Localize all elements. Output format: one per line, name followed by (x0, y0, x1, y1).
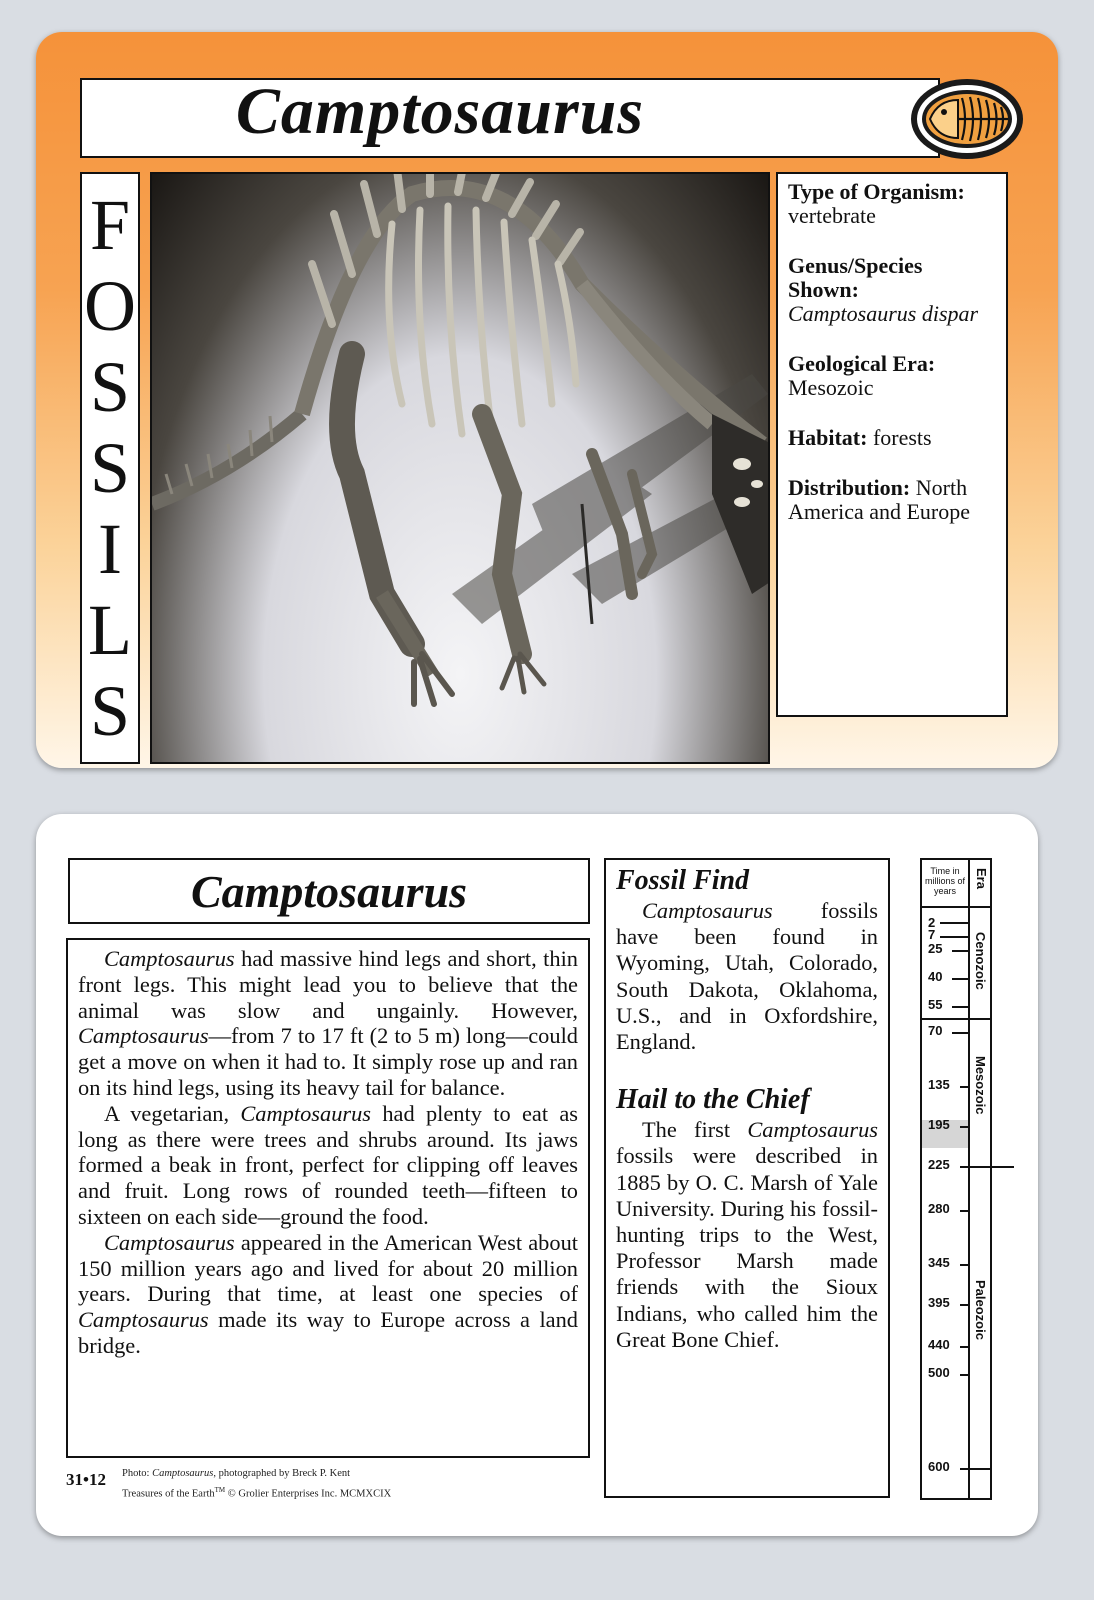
timeline-tick: 395 (928, 1295, 950, 1310)
era-value: Mesozoic (788, 375, 874, 400)
paragraph: Camptosaurus had massive hind legs and short, thin front legs. This might lead you to believe that the animal was slow and ungainly. However, Camptosaurus—from 7 to 17 ft (2 to 5 m) long—could get a move on when it had to. It simply rose up and ran on its hind legs, using its heavy tail for balance. (78, 946, 578, 1100)
genus-entry (788, 254, 996, 326)
timeline-tick: 225 (928, 1157, 950, 1172)
description-text (66, 938, 590, 1458)
card-front (36, 32, 1058, 768)
habitat-entry (788, 426, 996, 450)
category-letter: S (89, 671, 131, 752)
paragraph: A vegetarian, Camptosaurus had plenty to eat as long as there were trees and shrubs around. Its jaws formed a beak in front, perfect for clipping off leaves and fruit. Long rows of rounded teeth—fifteen to sixteen on each side—ground the food. (78, 1100, 578, 1229)
era-label-mesozoic: Mesozoic (973, 1056, 988, 1115)
chief-text: The first Camptosaurus fossils were described in 1885 by O. C. Marsh of Yale University. During his fossil-hunting trips to the West, Professor Marsh made friends with the Sioux Indians, who called him the Great Bone Chief. (616, 1117, 878, 1352)
chief-heading: Hail to the Chief (616, 1084, 810, 1116)
category-letter: L (88, 590, 132, 671)
timeline-tick: 70 (928, 1023, 943, 1038)
front-title: Camptosaurus (235, 75, 645, 148)
timeline-tick: 345 (928, 1255, 950, 1270)
timeline-time-header: Time in millions of years (922, 860, 968, 908)
back-title: Camptosaurus (190, 865, 468, 917)
timeline-tick: 135 (928, 1077, 950, 1092)
distribution-value: North America and Europe (788, 475, 971, 524)
timeline-tick: 600 (928, 1459, 950, 1474)
category-letter: O (84, 265, 136, 346)
trilobite-icon (908, 76, 1026, 162)
photo-credit: Photo: Camptosaurus, photographed by Breck P. Kent (122, 1468, 351, 1479)
organism-type-entry (788, 180, 996, 228)
era-entry (788, 352, 996, 400)
card-number: 31•12 (66, 1470, 106, 1489)
timeline-tick: 2 (928, 915, 936, 930)
habitat-label: Habitat: (788, 425, 868, 450)
genus-value: Camptosaurus dispar (788, 301, 979, 326)
timeline-tick: 55 (928, 997, 943, 1012)
side-facts (604, 858, 890, 1498)
front-title-bar (80, 75, 940, 158)
info-panel (776, 172, 1008, 717)
card-back (36, 814, 1038, 1536)
timeline-tick: 195 (928, 1117, 950, 1132)
category-letter: S (89, 346, 131, 427)
era-label-cenozoic: Cenozoic (973, 932, 988, 990)
timeline-tick: 25 (928, 941, 943, 956)
timeline-tick: 500 (928, 1365, 950, 1380)
era-label: Geological Era: (788, 351, 936, 376)
timeline-tick: 440 (928, 1337, 950, 1352)
paragraph: Camptosaurus appeared in the American West about 150 million years ago and lived for about 20 million years. During that time, at least one species of Camptosaurus made its way to Europe across a land bridge. (78, 1229, 578, 1358)
fossil-find-heading: Fossil Find (616, 865, 750, 896)
category-letter: F (89, 184, 131, 265)
category-letter: S (89, 427, 131, 508)
timeline-tick: 280 (928, 1201, 950, 1216)
timeline-tick: 7 (928, 927, 936, 942)
fossil-find-text: Camptosaurus fossils have been found in Wyoming, Utah, Colorado, South Dakota, Oklahoma, U.S., and in Oxfordshire, England. (616, 898, 878, 1055)
habitat-value: forests (872, 425, 932, 450)
era-label-paleozoic: Paleozoic (973, 1280, 988, 1340)
copyright: Treasures of the Earth™ © Grolier Enterprises Inc. MCMXCIX (122, 1486, 392, 1500)
back-title-bar (68, 858, 590, 924)
timeline-era-header: Era (970, 860, 992, 908)
distribution-entry (788, 476, 996, 524)
skeleton-photo (150, 172, 770, 764)
genus-label: Genus/Species Shown: (788, 253, 923, 302)
credit-text (122, 1466, 391, 1503)
geologic-timeline (920, 858, 992, 1500)
distribution-label: Distribution: (788, 475, 911, 500)
category-strip (80, 172, 140, 764)
organism-type-value: vertebrate (788, 203, 876, 228)
organism-type-label: Type of Organism: (788, 179, 965, 204)
timeline-tick: 40 (928, 969, 943, 984)
category-letter: I (98, 509, 122, 590)
